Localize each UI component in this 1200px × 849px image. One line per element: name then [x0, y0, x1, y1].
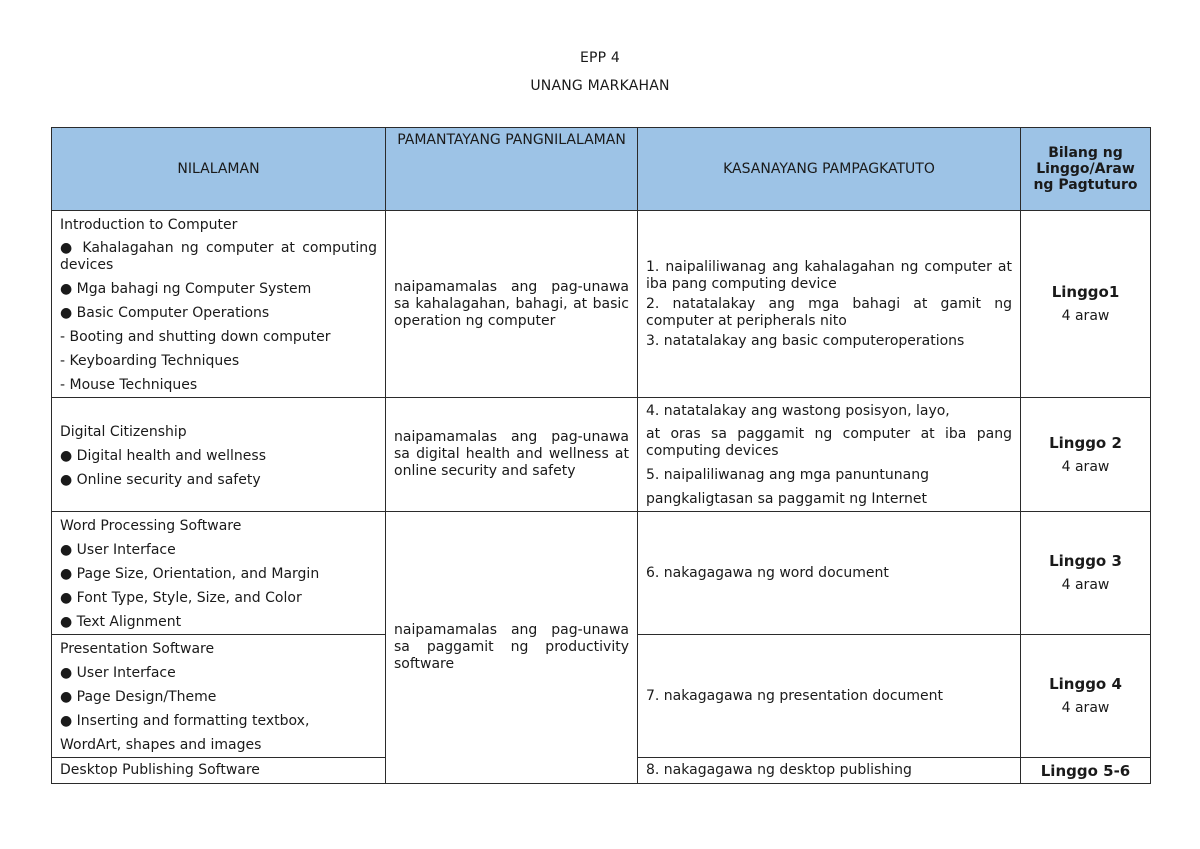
competency-line: 7. nakagagawa ng presentation document: [646, 687, 944, 704]
competency-line: 6. nakagagawa ng word document: [646, 564, 889, 581]
content-cell: [52, 758, 386, 784]
competency-line: 3. natatalakay ang basic computeroperations: [646, 332, 965, 349]
content-line: Digital Citizenship: [60, 423, 187, 440]
competency-line: 4. natatalakay ang wastong posisyon, layo,: [646, 402, 950, 419]
content-line: ● Page Size, Orientation, and Margin: [60, 566, 320, 582]
competency-cell: [638, 512, 1021, 635]
content-line: ● User Interface: [60, 665, 176, 681]
week-days: 4 araw: [1061, 700, 1110, 716]
table-header-row: [52, 128, 1151, 211]
content-line: ● Digital health and wellness: [60, 447, 266, 464]
week-cell: [1021, 211, 1151, 398]
header-content: NILALAMAN: [52, 128, 386, 211]
content-line: Word Processing Software: [60, 518, 242, 534]
week-label: Linggo 2: [1049, 433, 1122, 452]
table-row: [52, 512, 1151, 635]
content-line: ● Inserting and formatting textbox,: [60, 713, 310, 729]
competency-line: 1. naipaliliwanag ang kahalagahan ng computer at iba pang computing device: [646, 258, 1012, 292]
week-cell: [1021, 635, 1151, 758]
content-line: ● User Interface: [60, 542, 176, 558]
competency-cell: [638, 758, 1021, 784]
content-line: ● Text Alignment: [60, 614, 182, 630]
competency-cell: [638, 398, 1021, 512]
header-standard: PAMANTAYANG PANGNILALAMAN: [386, 128, 638, 211]
week-cell: [1021, 512, 1151, 635]
content-line: WordArt, shapes and images: [60, 737, 262, 753]
content-cell: [52, 635, 386, 758]
week-label: Linggo 3: [1049, 552, 1122, 570]
content-line: ● Mga bahagi ng Computer System: [60, 281, 312, 297]
week-label: Linggo1: [1051, 283, 1120, 301]
content-line: Presentation Software: [60, 641, 215, 657]
header-weeks: Bilang ng Linggo/Araw ng Pagtuturo: [1021, 128, 1151, 211]
competency-cell: [638, 211, 1021, 398]
header-competency: KASANAYANG PAMPAGKATUTO: [638, 128, 1021, 211]
competency-line: 8. nakagagawa ng desktop publishing: [646, 762, 912, 778]
document-quarter: UNANG MARKAHAN: [530, 78, 670, 94]
content-line: Introduction to Computer: [60, 217, 238, 233]
standard-cell: naipamamalas ang pag-unawa sa kahalagahan, bahagi, at basic operation ng computer: [386, 211, 638, 398]
competency-line: at oras sa paggamit ng computer at iba pang computing devices: [646, 425, 1012, 459]
week-label: Linggo 4: [1049, 675, 1122, 693]
content-line: ● Page Design/Theme: [60, 689, 217, 705]
table-row: [52, 398, 1151, 512]
content-cell: [52, 398, 386, 512]
competency-cell: [638, 635, 1021, 758]
content-line: ● Font Type, Style, Size, and Color: [60, 590, 302, 606]
competency-line: 5. naipaliliwanag ang mga panuntunang: [646, 466, 929, 483]
content-cell: [52, 512, 386, 635]
week-cell: [1021, 758, 1151, 784]
curriculum-table: [51, 127, 1151, 784]
competency-line: pangkaligtasan sa paggamit ng Internet: [646, 490, 928, 507]
week-label: Linggo 5-6: [1040, 761, 1131, 780]
content-line: ● Online security and safety: [60, 471, 261, 488]
content-line: - Mouse Techniques: [60, 377, 198, 393]
content-line: Desktop Publishing Software: [60, 762, 260, 778]
standard-cell: naipamamalas ang pag-unawa sa paggamit ng productivity software: [386, 512, 638, 784]
document-subject: EPP 4: [579, 50, 621, 66]
content-line: ● Kahalagahan ng computer at computing devices: [60, 240, 377, 273]
week-cell: [1021, 398, 1151, 512]
table-row: [52, 211, 1151, 398]
week-days: 4 araw: [1061, 308, 1110, 324]
standard-cell: naipamamalas ang pag-unawa sa digital health and wellness at online security and safety: [386, 398, 638, 512]
week-days: 4 araw: [1061, 458, 1110, 475]
competency-line: 2. natatalakay ang mga bahagi at gamit ng computer at peripherals nito: [646, 295, 1012, 329]
content-line: - Keyboarding Techniques: [60, 353, 240, 369]
content-line: - Booting and shutting down computer: [60, 329, 331, 345]
week-days: 4 araw: [1061, 577, 1110, 593]
content-line: ● Basic Computer Operations: [60, 305, 270, 321]
content-cell: [52, 211, 386, 398]
